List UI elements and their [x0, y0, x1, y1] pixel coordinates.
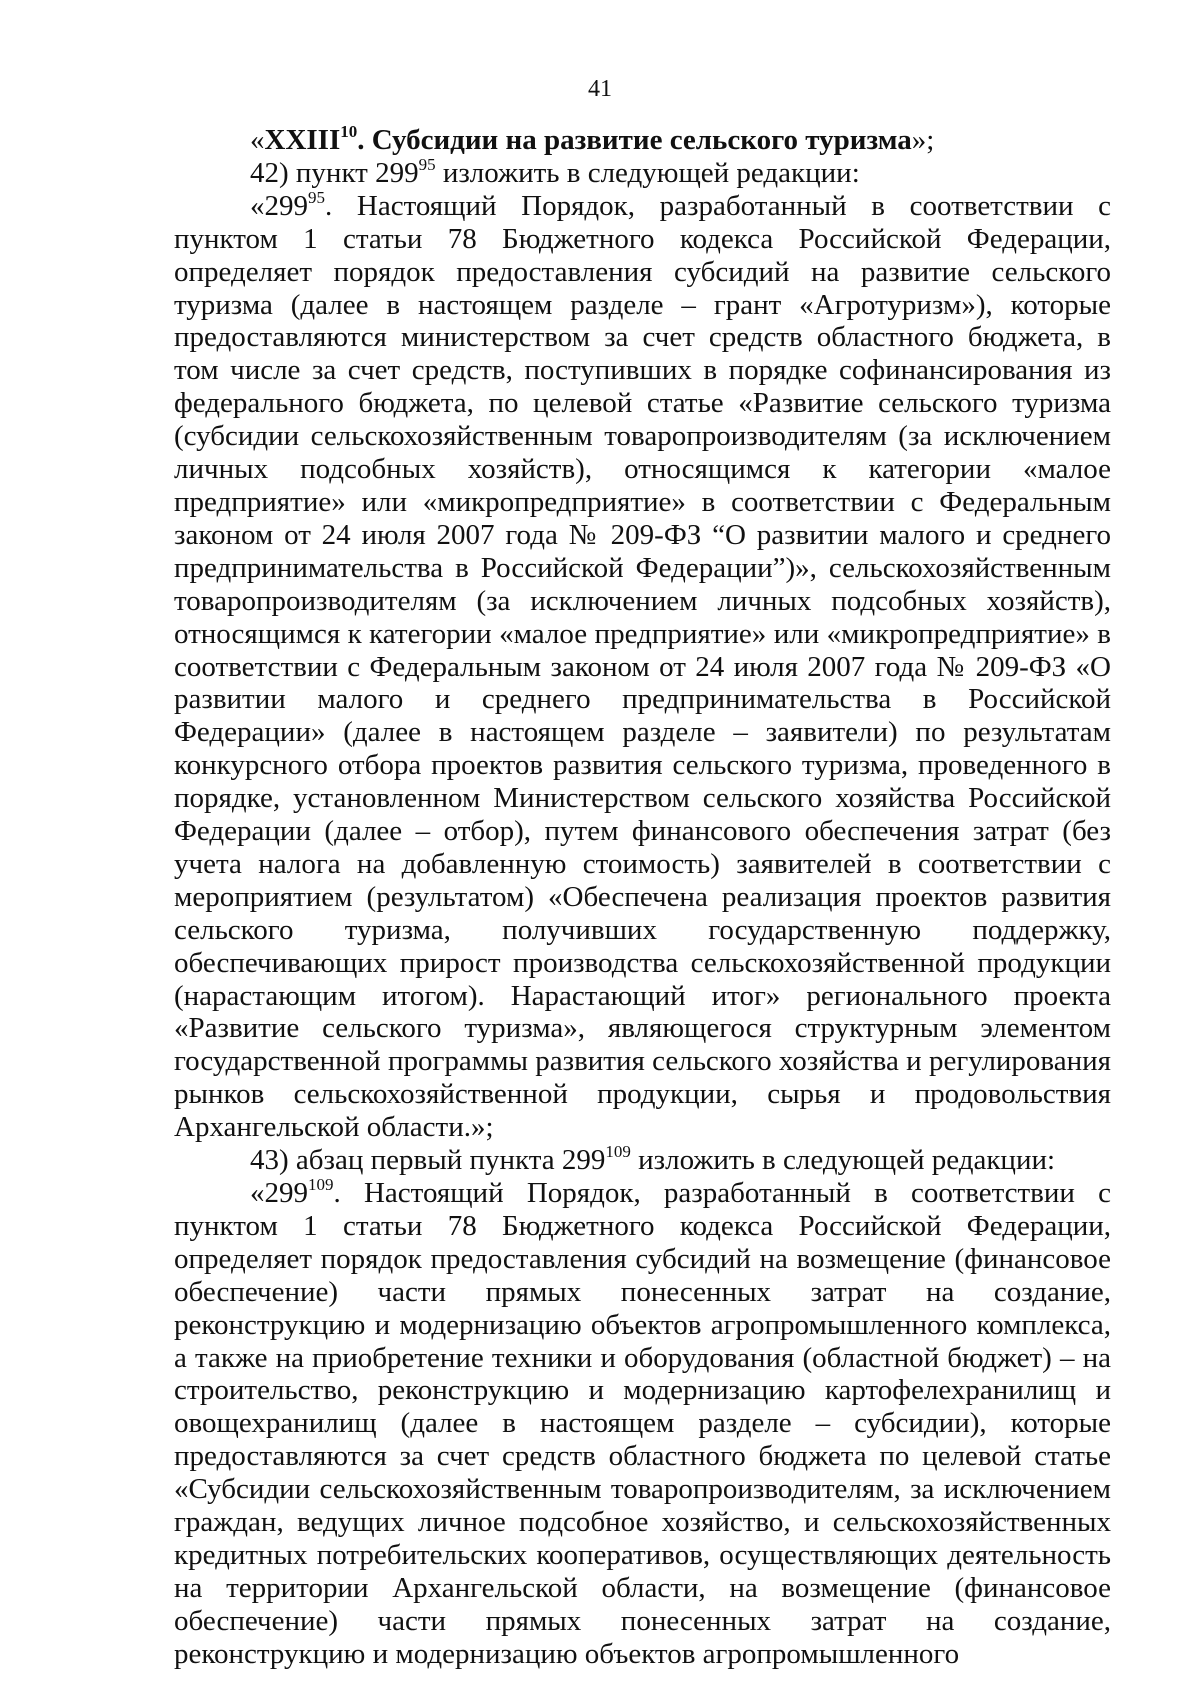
item-43-text: 43) абзац первый пункта 299 [250, 1144, 606, 1177]
item-42-text: 42) пункт 299 [250, 156, 419, 189]
clause-299-95-number: «299 [250, 189, 308, 222]
clause-299-95-text: . Настоящий Порядок, разработанный в соответствии с пунктом 1 статьи 78 Бюджетного кодекса Российской Федерации, определяет порядок предоставления субсидий на развитие сельского туризма (далее в настоящем разделе – грант «Агротуризм»), которые предоставляются министерством за счет средств областного бюджета, в том числе за счет средств, поступивших в порядке софинансирования из федерального бюджета, по целевой статье «Развитие сельского туризма (субсидии сельскохозяйственным товаропроизводителям (за исключением личных подсобных хозяйств), относящимся к категории «малое предприятие» или «микропредприятие» в соответствии с Федеральным законом от 24 июля 2007 года № 209-ФЗ “О развитии малого и среднего предпринимательства в Российской Федерации”)», сельскохозяйственным товаропроизводителям (за исключением личных подсобных хозяйств), относящимся к категории «малое предприятие» или «микропредприятие» в соответствии с Федеральным законом от 24 июля 2007 года № 209-ФЗ «О развитии малого и среднего предпринимательства в Российской Федерации» (далее в настоящем разделе – заявители) по результатам конкурсного отбора проектов развития сельского туризма, проведенного в порядке, установленном Министерством сельского хозяйства Российской Федерации (далее – отбор), путем финансового обеспечения затрат (без учета налога на добавленную стоимость) заявителей в соответствии с мероприятием (результатом) «Обеспечена реализация проектов развития сельского туризма, получивших государственную поддержку, обеспечивающих прирост производства сельскохозяйственной продукции (нарастающим итогом). Нарастающий итог» регионального проекта «Развитие сельского туризма», являющегося структурным элементом государственной программы развития сельского хозяйства и регулирования рынков сельскохозяйственной продукции, сырья и продовольствия Архангельской области.»; [174, 189, 1111, 1144]
section-heading [174, 124, 1111, 157]
clause-299-109-number: «299 [250, 1177, 308, 1209]
heading-close: »; [911, 124, 935, 156]
page-number: 41 [588, 76, 612, 102]
item-43-rest: изложить в следующей редакции: [630, 1144, 1056, 1177]
heading-open-quote: « [250, 124, 265, 156]
heading-title: . Субсидии на развитие сельского туризма [357, 124, 912, 156]
item-42-rest: изложить в следующей редакции: [435, 156, 860, 189]
heading-roman-numeral: XXIII [264, 124, 341, 156]
clause-299-95-superscript: 95 [308, 188, 325, 208]
paragraph-item-42 [174, 157, 1111, 190]
paragraph-clause-299-95 [174, 190, 1111, 1144]
clause-299-109-text: . Настоящий Порядок, разработанный в соответствии с пунктом 1 статьи 78 Бюджетного кодекса Российской Федерации, определяет порядок предоставления субсидий на возмещение (финансовое обеспечение) части прямых понесенных затрат на создание, реконструкцию и модернизацию объектов агропромышленного комплекса, а также на приобретение техники и оборудования (областной бюджет) – на строительство, реконструкцию и модернизацию картофелехранилищ и овощехранилищ (далее в настоящем разделе – субсидии), которые предоставляются за счет средств областного бюджета по целевой статье «Субсидии сельскохозяйственным товаропроизводителям, за исключением граждан, ведущих личное подсобное хозяйство, и сельскохозяйственных кредитных потребительских кооперативов, осуществляющих деятельность на территории Архангельской области, на возмещение (финансовое обеспечение) части прямых понесенных затрат на создание, реконструкцию и модернизацию объектов агропромышленного [174, 1177, 1111, 1670]
heading-superscript: 10 [340, 122, 358, 142]
item-43-superscript: 109 [605, 1142, 631, 1162]
clause-299-109-superscript: 109 [308, 1175, 334, 1195]
item-42-superscript: 95 [418, 155, 436, 175]
paragraph-clause-299-109 [174, 1177, 1111, 1671]
paragraph-item-43 [174, 1144, 1111, 1177]
document-body [174, 124, 1111, 1671]
